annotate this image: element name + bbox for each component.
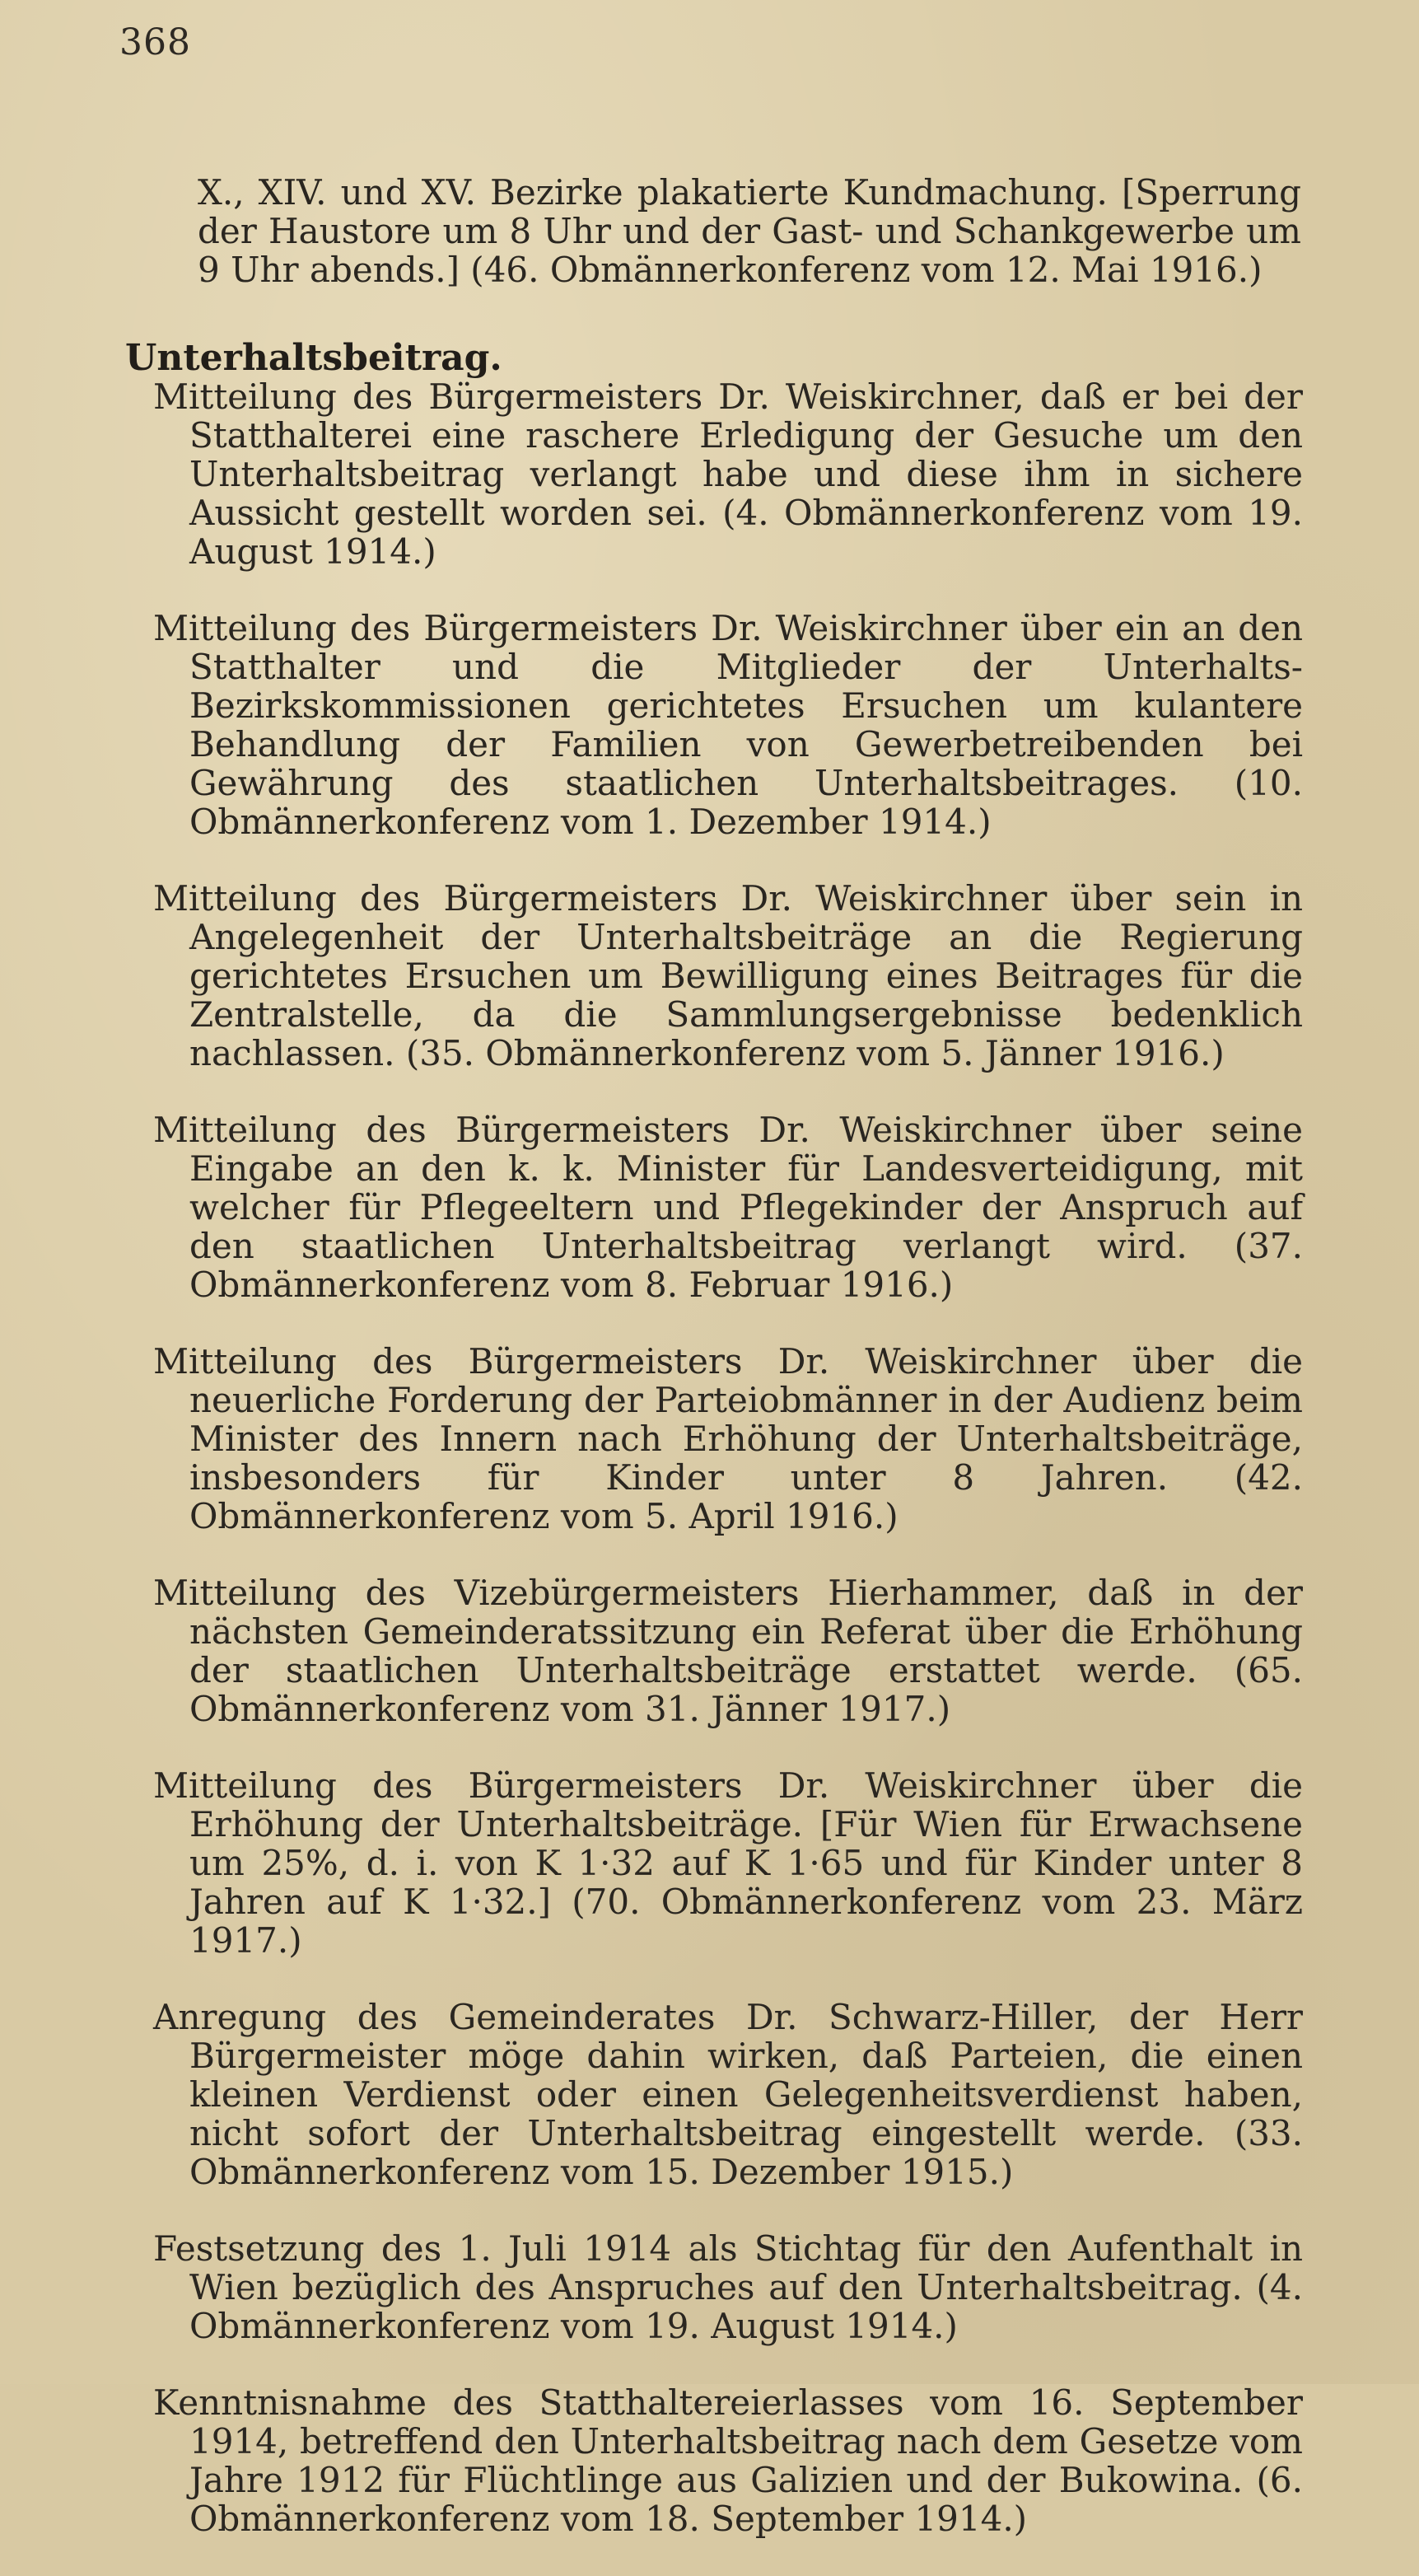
entry-2: Mitteilung des Bürgermeisters Dr. Weiskirchner über ein an den Statthalter und die Mitglieder der Unterhalts-Bezirkskommissionen gerichtetes Ersuchen um kulantere Behandlung der Familien von Gewerbetreibenden bei Gewährung des staatlichen Unterhaltsbeitrages. (10. Obmännerkonferenz vom 1. Dezember 1914.)	[153, 608, 1303, 842]
entry-9: Festsetzung des 1. Juli 1914 als Stichtag für den Aufenthalt in Wien bezüglich des Anspruches auf den Unterhaltsbeitrag. (4. Obmännerkonferenz vom 19. August 1914.)	[153, 2228, 1303, 2346]
entry-list	[153, 377, 1303, 2576]
section-heading: Unterhaltsbeitrag.	[125, 336, 502, 379]
entry-3: Mitteilung des Bürgermeisters Dr. Weiskirchner über sein in Angelegenheit der Unterhaltsbeiträge an die Regierung gerichtetes Ersuchen um Bewilligung eines Beitrages für die Zentralstelle, da die Sammlungsergebnisse bedenklich nachlassen. (35. Obmännerkonferenz vom 5. Jänner 1916.)	[153, 878, 1303, 1073]
entry-10: Kenntnisnahme des Statthaltereierlasses vom 16. September 1914, betreffend den Unterhaltsbeitrag nach dem Gesetze vom Jahre 1912 für Flüchtlinge aus Galizien und der Bukowina. (6. Obmännerkonferenz vom 18. September 1914.)	[153, 2382, 1303, 2539]
entry-8: Anregung des Gemeinderates Dr. Schwarz-Hiller, der Herr Bürgermeister möge dahin wirken, daß Parteien, die einen kleinen Verdienst oder einen Gelegenheitsverdienst haben, nicht sofort der Unterhaltsbeitrag eingestellt werde. (33. Obmännerkonferenz vom 15. Dezember 1915.)	[153, 1997, 1303, 2192]
continuation-entry: X., XIV. und XV. Bezirke plakatierte Kundmachung. [Sperrung der Haustore um 8 Uhr und der Gast- und Schankgewerbe um 9 Uhr abends.] (46. Obmännerkonferenz vom 12. Mai 1916.)	[198, 172, 1301, 290]
page-number: 368	[119, 21, 191, 63]
entry-5: Mitteilung des Bürgermeisters Dr. Weiskirchner über die neuerliche Forderung der Parteiobmänner in der Audienz beim Minister des Innern nach Erhöhung der Unterhaltsbeiträge, insbesonders für Kinder unter 8 Jahren. (42. Obmännerkonferenz vom 5. April 1916.)	[153, 1341, 1303, 1536]
entry-1: Mitteilung des Bürgermeisters Dr. Weiskirchner, daß er bei der Statthalterei eine raschere Erledigung der Gesuche um den Unterhaltsbeitrag verlangt habe und diese ihm in sichere Aussicht gestellt worden sei. (4. Obmännerkonferenz vom 19. August 1914.)	[153, 376, 1303, 572]
entry-7: Mitteilung des Bürgermeisters Dr. Weiskirchner über die Erhöhung der Unterhaltsbeiträge. [Für Wien für Erwachsene um 25%, d. i. von K 1·32 auf K 1·65 und für Kinder unter 8 Jahren auf K 1·32.] (70. Obmännerkonferenz vom 23. März 1917.)	[153, 1765, 1303, 1961]
entry-6: Mitteilung des Vizebürgermeisters Hierhammer, daß in der nächsten Gemeinderatssitzung ein Referat über die Erhöhung der staatlichen Unterhaltsbeiträge erstattet werde. (65. Obmännerkonferenz vom 31. Jänner 1917.)	[153, 1573, 1303, 1729]
entry-4: Mitteilung des Bürgermeisters Dr. Weiskirchner über seine Eingabe an den k. k. Minister für Landesverteidigung, mit welcher für Pflegeeltern und Pflegekinder der Anspruch auf den staatlichen Unterhaltsbeitrag verlangt wird. (37. Obmännerkonferenz vom 8. Februar 1916.)	[153, 1110, 1303, 1305]
